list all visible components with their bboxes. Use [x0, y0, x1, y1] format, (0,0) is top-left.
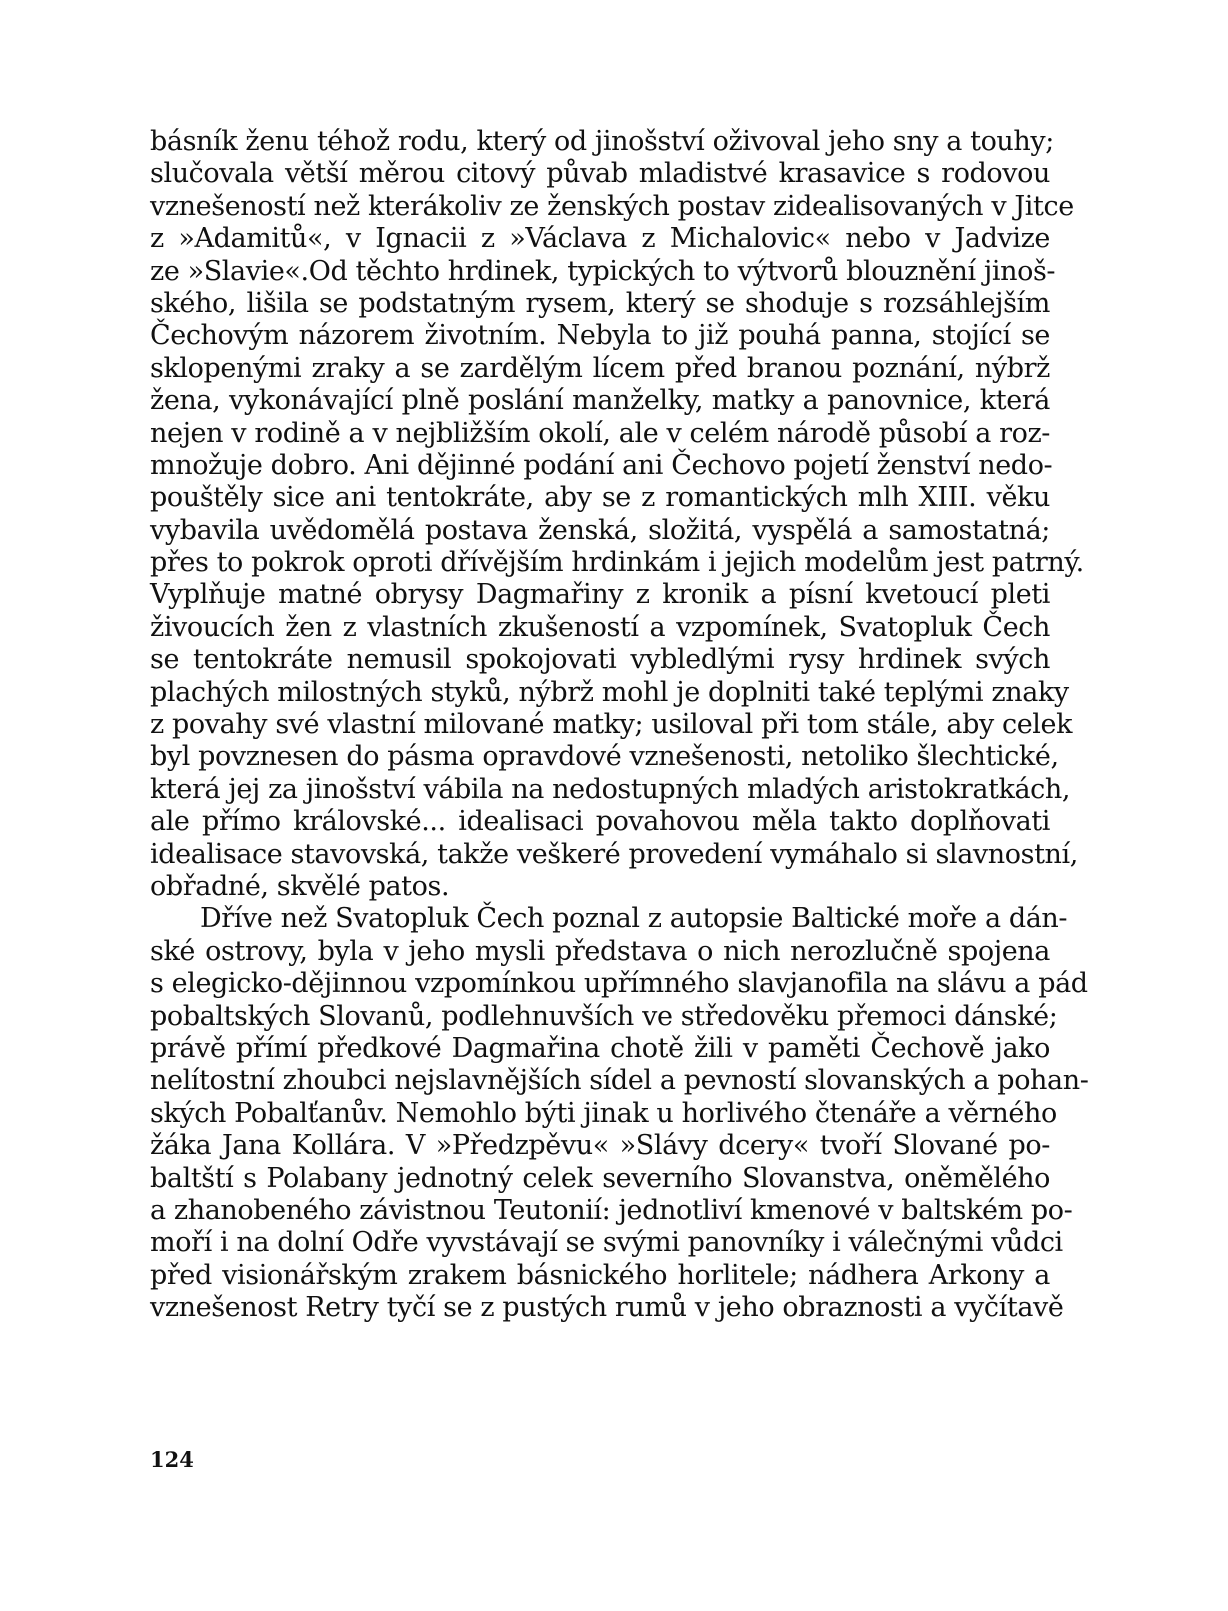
text-line: živoucích žen z vlastních zkušeností a vzpomínek, Svatopluk Čech [150, 611, 1050, 643]
text-line: baltští s Polabany jednotný celek severního Slovanstva, oněmělého [150, 1162, 1050, 1194]
text-line: pouštěly sice ani tentokráte, aby se z romantických mlh XIII. věku [150, 482, 1050, 514]
text-line: sklopenými zraky a se zardělým lícem před branou poznání, nýbrž [150, 352, 1050, 384]
text-line: a zhanobeného závistnou Teutonií: jednotliví kmenové v baltském po- [150, 1194, 1073, 1226]
text-line: vznešenost Retry tyčí se z pustých rumů v jeho obraznosti a vyčítavě [150, 1292, 1064, 1324]
text-line: ských Pobalťanův. Nemohlo býti jinak u horlivého čtenáře a věrného [150, 1097, 1057, 1129]
text-line: pobaltských Slovanů, podlehnuvších ve středověku přemoci dánské; [150, 1000, 1058, 1032]
text-line: idealisace stavovská, takže veškeré provedení vymáhalo si slavnostní, [150, 838, 1078, 870]
text-line: přes to pokrok oproti dřívějším hrdinkám i jejich modelům jest patrný. [150, 547, 1084, 579]
text-line: básník ženu téhož rodu, který od jinošství oživoval jeho sny a touhy; [150, 126, 1054, 157]
text-line: ské ostrovy, byla v jeho mysli představa o nich nerozlučně spojena [150, 935, 1050, 967]
text-line: moří i na dolní Odře vyvstávají se svými panovníky i válečnými vůdci [150, 1227, 1063, 1259]
text-line: se tentokráte nemusil spokojovati vybledlými rysy hrdinek svých [150, 644, 1050, 676]
text-line: žáka Jana Kollára. V »Předzpěvu« »Slávy dcery« tvoří Slované po- [150, 1130, 1050, 1162]
body-text [150, 126, 1089, 1324]
text-line: vznešeností než kterákoliv ze ženských postav zidealisovaných v Jitce [150, 190, 1074, 222]
text-line: ze »Slavie«.Od těchto hrdinek, typických to výtvorů blouznění jinoš- [150, 255, 1056, 287]
text-line: s elegicko-dějinnou vzpomínkou upřímného slavjanofila na slávu a pád [150, 968, 1088, 1000]
text-line: žena, vykonávající plně poslání manželky, matky a panovnice, která [150, 385, 1050, 417]
text-line: slučovala větší měrou citový půvab mladistvé krasavice s rodovou [150, 158, 1050, 190]
text-line: Dříve než Svatopluk Čech poznal z autopsie Baltické moře a dán- [200, 903, 1068, 935]
text-line: množuje dobro. Ani dějinné podání ani Čechovo pojetí ženství nedo- [150, 449, 1053, 481]
text-line: Vyplňuje matné obrysy Dagmařiny z kronik a písní kvetoucí pleti [150, 579, 1050, 611]
text-line: nejen v rodině a v nejbližším okolí, ale v celém národě působí a roz- [150, 417, 1050, 449]
page-number: 124 [150, 1447, 194, 1472]
text-line: plachých milostných styků, nýbrž mohl je doplniti také teplými znaky [150, 676, 1069, 708]
text-line: nelítostní zhoubci nejslavnějších sídel a pevností slovanských a pohan- [150, 1065, 1089, 1097]
text-line: z povahy své vlastní milované matky; usiloval při tom stále, aby celek [150, 709, 1073, 741]
text-line: Čechovým názorem životním. Nebyla to již pouhá panna, stojící se [150, 320, 1050, 352]
text-line: právě přímí předkové Dagmařina chotě žili v paměti Čechově jako [150, 1032, 1050, 1064]
text-line: před visionářským zrakem básnického horlitele; nádhera Arkony a [150, 1259, 1050, 1291]
text-line: obřadné, skvělé patos. [150, 870, 450, 902]
text-line: ského, lišila se podstatným rysem, který se shoduje s rozsáhlejším [150, 287, 1050, 319]
text-line: která jej za jinošství vábila na nedostupných mladých aristokratkách, [150, 773, 1071, 805]
text-line: ale přímo královské... idealisaci povahovou měla takto doplňovati [150, 806, 1050, 838]
text-line: z »Adamitů«, v Ignacii z »Václava z Michalovic« nebo v Jadvize [150, 223, 1050, 255]
text-line: vybavila uvědomělá postava ženská, složitá, vyspělá a samostatná; [150, 514, 1050, 546]
text-line: byl povznesen do pásma opravdové vznešenosti, netoliko šlechtické, [150, 741, 1059, 773]
